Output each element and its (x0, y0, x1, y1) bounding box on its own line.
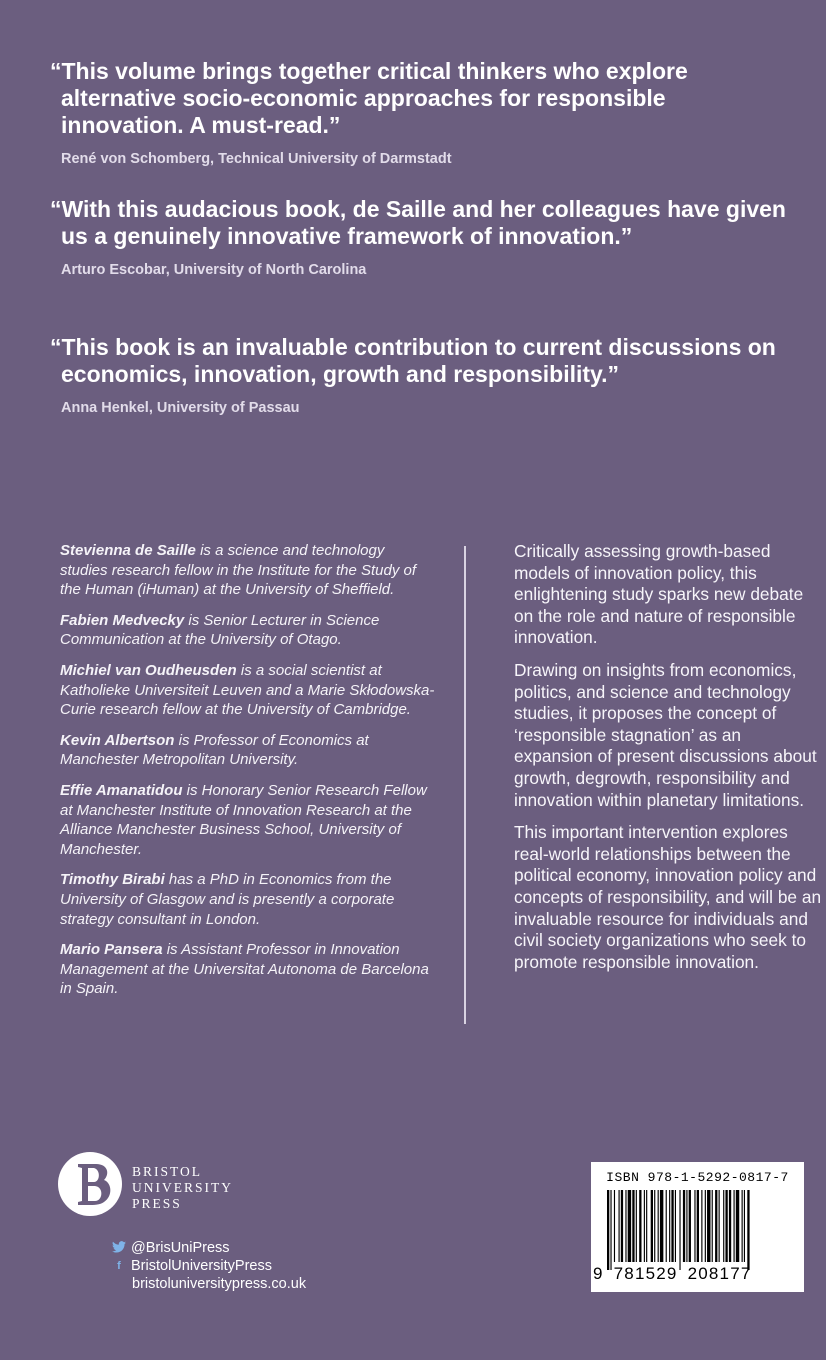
barcode-bar (651, 1190, 653, 1262)
quote-text: “With this audacious book, de Saille and her colleagues have given us a genuinely innovative framework of innovation.” (50, 196, 786, 249)
barcode-bar (683, 1190, 685, 1262)
bristol-b-icon (58, 1152, 122, 1216)
quote-1 (50, 58, 790, 167)
quote-text: “This book is an invaluable contribution to current discussions on economics, innovation, growth and responsibility.” (50, 334, 776, 387)
description-paragraph: Critically assessing growth-based models of innovation policy, this enlightening study sparks new debate on the role and nature of responsible innovation. (514, 541, 804, 648)
quote-source: Arturo Escobar, University of North Carolina (61, 262, 367, 278)
barcode-bar (679, 1190, 680, 1270)
barcode-bar (736, 1190, 739, 1262)
barcode-bar (723, 1190, 724, 1262)
barcode-bar (639, 1190, 641, 1262)
barcode-bar (705, 1190, 706, 1262)
bio-item: Fabien Medvecky is Senior Lecturer in Science Communication at the University of Otago. (60, 611, 380, 649)
barcode-bar (660, 1190, 663, 1262)
barcode-bar (666, 1190, 667, 1262)
barcode-bar (719, 1190, 720, 1262)
barcode-bar (654, 1190, 655, 1262)
barcode-bar (715, 1190, 717, 1262)
barcode-bar (707, 1190, 710, 1262)
facebook-icon: f (117, 1260, 121, 1272)
barcode-bar (644, 1190, 645, 1262)
quote-3 (50, 334, 790, 416)
barcode-bar (636, 1190, 637, 1262)
column-divider (464, 546, 466, 1024)
barcode-bar (742, 1190, 743, 1262)
website-link[interactable]: bristoluniversitypress.co.uk (132, 1276, 307, 1292)
barcode-bar (697, 1190, 699, 1262)
barcode-bar (689, 1190, 691, 1262)
barcode-bar (619, 1190, 620, 1262)
barcode-bar (669, 1190, 670, 1262)
barcode-bar (614, 1190, 615, 1262)
barcode-bar (632, 1190, 634, 1262)
bio-item: Stevienna de Saille is a science and technology studies research fellow in the Institute for the Study of the Human (iHuman) at the University of Sheffield. (60, 542, 417, 599)
barcode-bar (744, 1190, 745, 1262)
quote-source: René von Schomberg, Technical University of Darmstadt (61, 151, 452, 167)
barcode-bar (686, 1190, 687, 1262)
bio-item: Effie Amanatidou is Honorary Senior Research Fellow at Manchester Institute of Innovation Research at the Alliance Manchester Business School, University of Manchester. (60, 781, 427, 858)
bio-item: Michiel van Oudheusden is a social scientist at Katholieke Universiteit Leuven and a Marie Skłodowska-Curie research fellow at the University of Cambridge. (60, 661, 435, 719)
bio-item: Mario Pansera is Assistant Professor in Innovation Management at the Universitat Autonoma de Barcelona in Spain. (60, 941, 429, 998)
book-description (514, 541, 824, 984)
barcode-bar (610, 1190, 611, 1270)
facebook-link[interactable]: f BristolUniversityPress (112, 1257, 306, 1275)
quote-source: Anna Henkel, University of Passau (61, 400, 300, 416)
isbn-barcode (591, 1162, 804, 1292)
barcode-bar (646, 1190, 647, 1262)
quote-text: “This volume brings together critical thinkers who explore alternative socio-economic approaches for responsible innovation. A must-read.” (50, 58, 688, 138)
barcode-bar (729, 1190, 731, 1262)
barcode-bar (694, 1190, 695, 1262)
barcode-bars (605, 1190, 795, 1274)
bio-item: Timothy Birabi has a PhD in Economics from the University of Glasgow and is presently a corporate strategy consultant in London. (60, 871, 395, 928)
barcode-bar (734, 1190, 735, 1262)
barcode-bar (725, 1190, 727, 1262)
contributor-bios (60, 541, 435, 1010)
barcode-bar (675, 1190, 676, 1262)
barcode-bar (747, 1190, 749, 1270)
description-paragraph: This important intervention explores real-world relationships between the political economy, innovation policy and concepts of responsibility, and will be an invaluable resource for individuals and civil society organizations who seek to promote responsible innovation. (514, 822, 822, 972)
quote-2 (50, 196, 790, 278)
isbn-label: ISBN 978-1-5292-0817-7 (606, 1170, 789, 1185)
publisher-contacts (112, 1239, 306, 1293)
bio-item: Kevin Albertson is Professor of Economics at Manchester Metropolitan University. (60, 731, 369, 769)
twitter-link[interactable]: @BrisUniPress (112, 1239, 306, 1257)
barcode-bar (712, 1190, 713, 1262)
publisher-name: BRISTOL UNIVERSITY PRESS (132, 1164, 233, 1211)
ean-digits: 9 781529 208177 (593, 1264, 752, 1283)
barcode-bar (701, 1190, 702, 1262)
twitter-icon (112, 1241, 126, 1255)
barcode-bar (621, 1190, 623, 1262)
barcode-bar (628, 1190, 631, 1262)
barcode-bar (671, 1190, 673, 1262)
barcode-bar (607, 1190, 609, 1270)
barcode-bar (658, 1190, 659, 1262)
description-paragraph: Drawing on insights from economics, politics, and science and technology studies, it proposes the concept of ‘responsible stagnation’ as an expansion of present discussions about growth, degrowth, responsibility and innovation within planetary limitations. (514, 659, 817, 810)
barcode-bar (625, 1190, 626, 1262)
